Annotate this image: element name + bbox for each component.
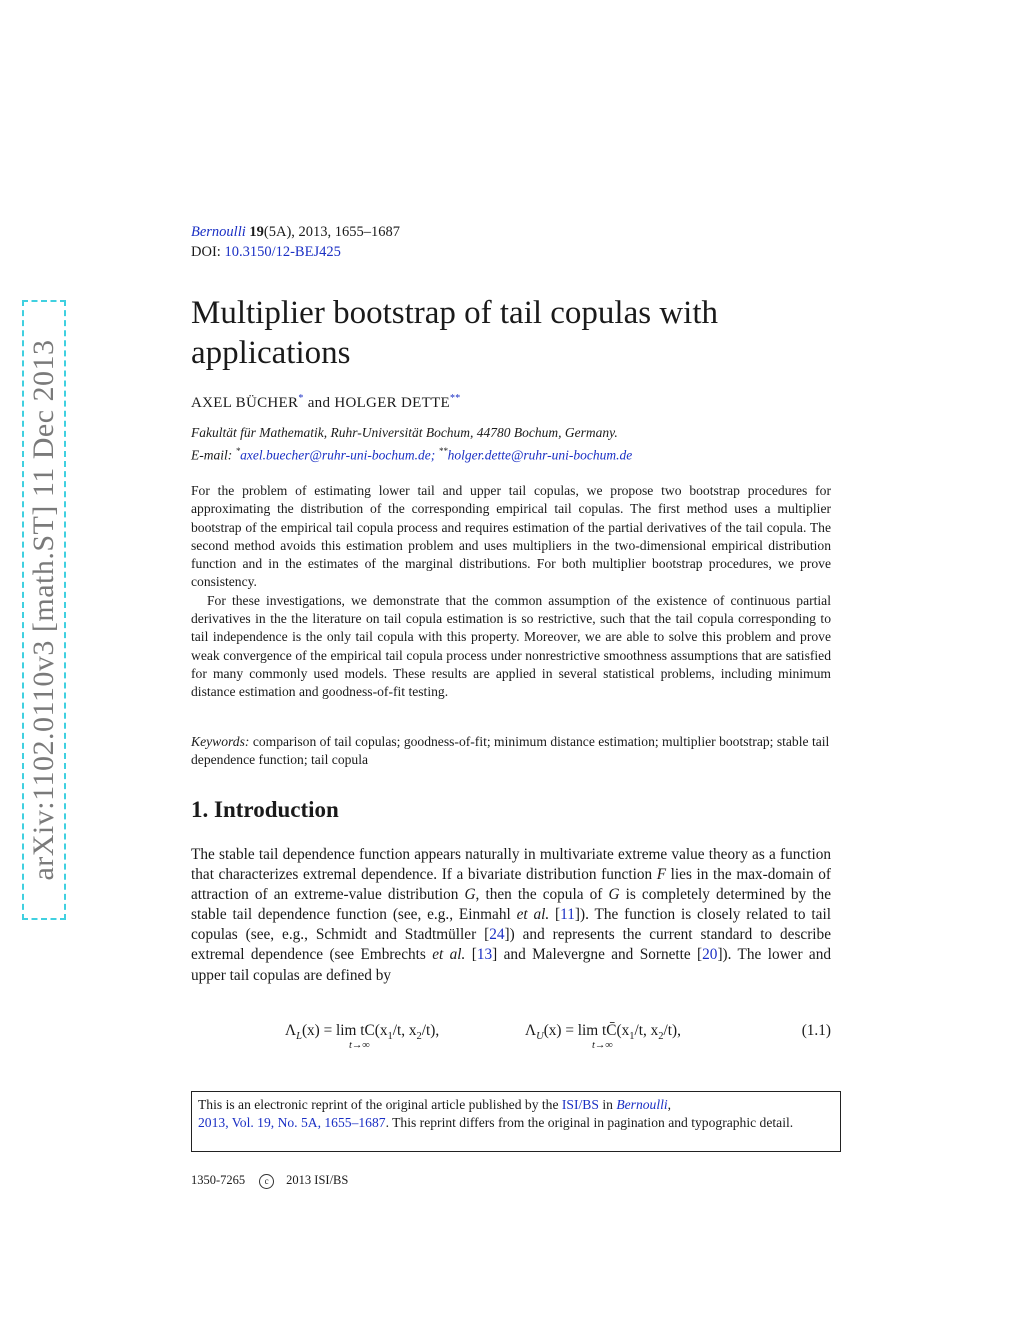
section-heading-introduction: 1. Introduction: [191, 797, 339, 822]
author-mark-1[interactable]: *: [298, 393, 304, 404]
email-line: [191, 442, 831, 465]
subscript: 2: [416, 1031, 422, 1043]
intro-text: The stable tail dependence function appears naturally in multivariate extreme value theory as a function that characterizes extremal dependence. If a bivariate distribution function: [191, 846, 831, 884]
and-word: and: [307, 395, 331, 411]
paper-title: Multiplier bootstrap of tail copulas with applications: [191, 295, 719, 371]
notice-text: . This reprint differs from the original in pagination and typographic detail.: [385, 1115, 794, 1130]
intro-text: ] and Malevergne and Sornette [: [492, 946, 703, 964]
citation-line: [191, 222, 831, 242]
subscript-l: L: [296, 1031, 302, 1043]
isi-bs-link[interactable]: ISI/BS: [561, 1097, 599, 1112]
intro-text: ]). The function is closely related to tail copulas (see, e.g., Schmidt and Stadtmüller [: [191, 906, 831, 944]
intro-text: ]) and represents the current standard to describe extremal dependence (see Embrechts: [191, 926, 831, 964]
equation-text: /t, x: [634, 1022, 659, 1039]
abstract-paragraph-2: For these investigations, we demonstrate that the common assumption of the existence of continuous partial derivatives in the the literature on tail copula estimation is so restrictive, such that the tail copula corresponding to tail independence is the only tail copula with this property. Moreover, we are able to solve this problem and prove weak convergence of the empirical tail copula process under nonrestrictive smoothness assumptions that are satisfied for many commonly used models. These results are applied in several statistical problems, including minimum distance estimation and goodness-of-fit testing.: [191, 592, 831, 700]
limit-subscript: t→∞: [592, 1040, 613, 1051]
volume: 19: [249, 224, 264, 240]
arxiv-identifier[interactable]: arXiv:1102.0110v3 [math.ST] 11 Dec 2013: [27, 339, 60, 881]
author-bucher: AXEL BÜCHER: [191, 395, 299, 411]
notice-text: ,: [667, 1097, 672, 1112]
subscript: 1: [387, 1031, 393, 1043]
introduction-paragraph: [191, 845, 831, 986]
notice-text: This is an electronic reprint of the original article published by the: [198, 1097, 562, 1112]
citation-link-13[interactable]: 13: [476, 946, 493, 964]
intro-text: ]). The lower and upper tail copulas are defined by: [191, 946, 831, 984]
abstract-paragraph-1: For the problem of estimating lower tail and upper tail copulas, we propose two bootstrap procedures for approximating the distribution of the corresponding empirical tail copulas. The first method uses a multiplier bootstrap of the empirical tail copula process and requires estimation of the partial derivatives of the tail copula. The second method avoids this estimation problem and uses multipliers in the two-dimensional empirical distribution function and in the estimates of the marginal distributions. For both multiplier bootstrap procedures, we prove consistency.: [191, 483, 831, 590]
equation-text: /t),: [421, 1022, 440, 1039]
lambda-symbol: Λ: [525, 1022, 537, 1039]
lambda-symbol: Λ: [285, 1022, 297, 1039]
doi-line: [191, 242, 831, 262]
citation-link-20[interactable]: 20: [702, 946, 718, 964]
author-mark-2[interactable]: **: [450, 393, 461, 404]
copyright-text: 2013 ISI/BS: [286, 1173, 349, 1187]
doi-label: DOI:: [191, 244, 221, 260]
equation-text: /t, x: [392, 1022, 417, 1039]
subscript: 2: [658, 1031, 664, 1043]
journal-header: [191, 222, 831, 262]
intro-text: [: [465, 946, 477, 964]
equation-number: (1.1): [801, 1022, 831, 1039]
subscript: 1: [629, 1031, 635, 1043]
email-mark-1: *: [235, 446, 241, 456]
keywords-text: comparison of tail copulas; goodness-of-fit; minimum distance estimation; multiplier bootstrap; stable tail dependence function; tail copula: [191, 734, 830, 768]
arxiv-stamp: [22, 300, 66, 920]
equation-text: /t),: [663, 1022, 681, 1039]
intro-text: [: [549, 906, 561, 924]
affiliation-address: Fakultät für Mathematik, Ruhr-Universität Bochum, 44780 Bochum, Germany.: [191, 425, 618, 440]
email-mark-2: **: [438, 446, 448, 456]
intro-text: lies in the max-domain of attraction of an extreme-value distribution: [191, 866, 831, 904]
doi-link[interactable]: 10.3150/12-BEJ425: [224, 244, 341, 260]
email-label: E-mail:: [191, 447, 233, 463]
equation-1-1: [191, 1022, 831, 1058]
et-al: et al.: [516, 906, 550, 924]
reprint-notice: [191, 1091, 841, 1152]
bernoulli-link[interactable]: Bernoulli: [616, 1097, 668, 1112]
symbol-f: F: [656, 866, 667, 884]
original-article-link[interactable]: 2013, Vol. 19, No. 5A, 1655–1687: [198, 1115, 386, 1130]
keywords-label: Keywords:: [191, 734, 250, 749]
author-dette: HOLGER DETTE: [334, 395, 450, 411]
et-al: et al.: [432, 946, 466, 964]
subscript-u: U: [536, 1031, 544, 1043]
keywords: [191, 733, 831, 770]
abstract: [191, 482, 831, 702]
equation-text: (x) = lim tC̄(x: [543, 1022, 630, 1039]
equation-text: (x) = lim tC(x: [301, 1022, 388, 1039]
affiliation: [191, 424, 831, 465]
intro-text: , then the copula of: [475, 886, 609, 904]
limit-subscript: t→∞: [349, 1040, 370, 1051]
issue-pages: (5A), 2013, 1655–1687: [263, 224, 401, 240]
author-line: [191, 393, 831, 412]
symbol-g: G: [608, 886, 620, 904]
intro-text: is completely determined by the stable tail dependence function (see, e.g., Einmahl: [191, 886, 831, 924]
notice-text: in: [598, 1097, 617, 1112]
email-link-bucher[interactable]: axel.buecher@ruhr-uni-bochum.de;: [240, 447, 436, 463]
citation-link-24[interactable]: 24: [489, 926, 505, 944]
journal-link[interactable]: Bernoulli: [191, 224, 246, 240]
issn: 1350-7265: [191, 1173, 246, 1187]
footer: [191, 1173, 831, 1189]
email-link-dette[interactable]: holger.dette@ruhr-uni-bochum.de: [447, 447, 633, 463]
introduction-body: [191, 845, 831, 986]
symbol-g: G: [464, 886, 476, 904]
copyright-icon: c: [259, 1174, 274, 1189]
citation-link-11[interactable]: 11: [560, 906, 575, 924]
